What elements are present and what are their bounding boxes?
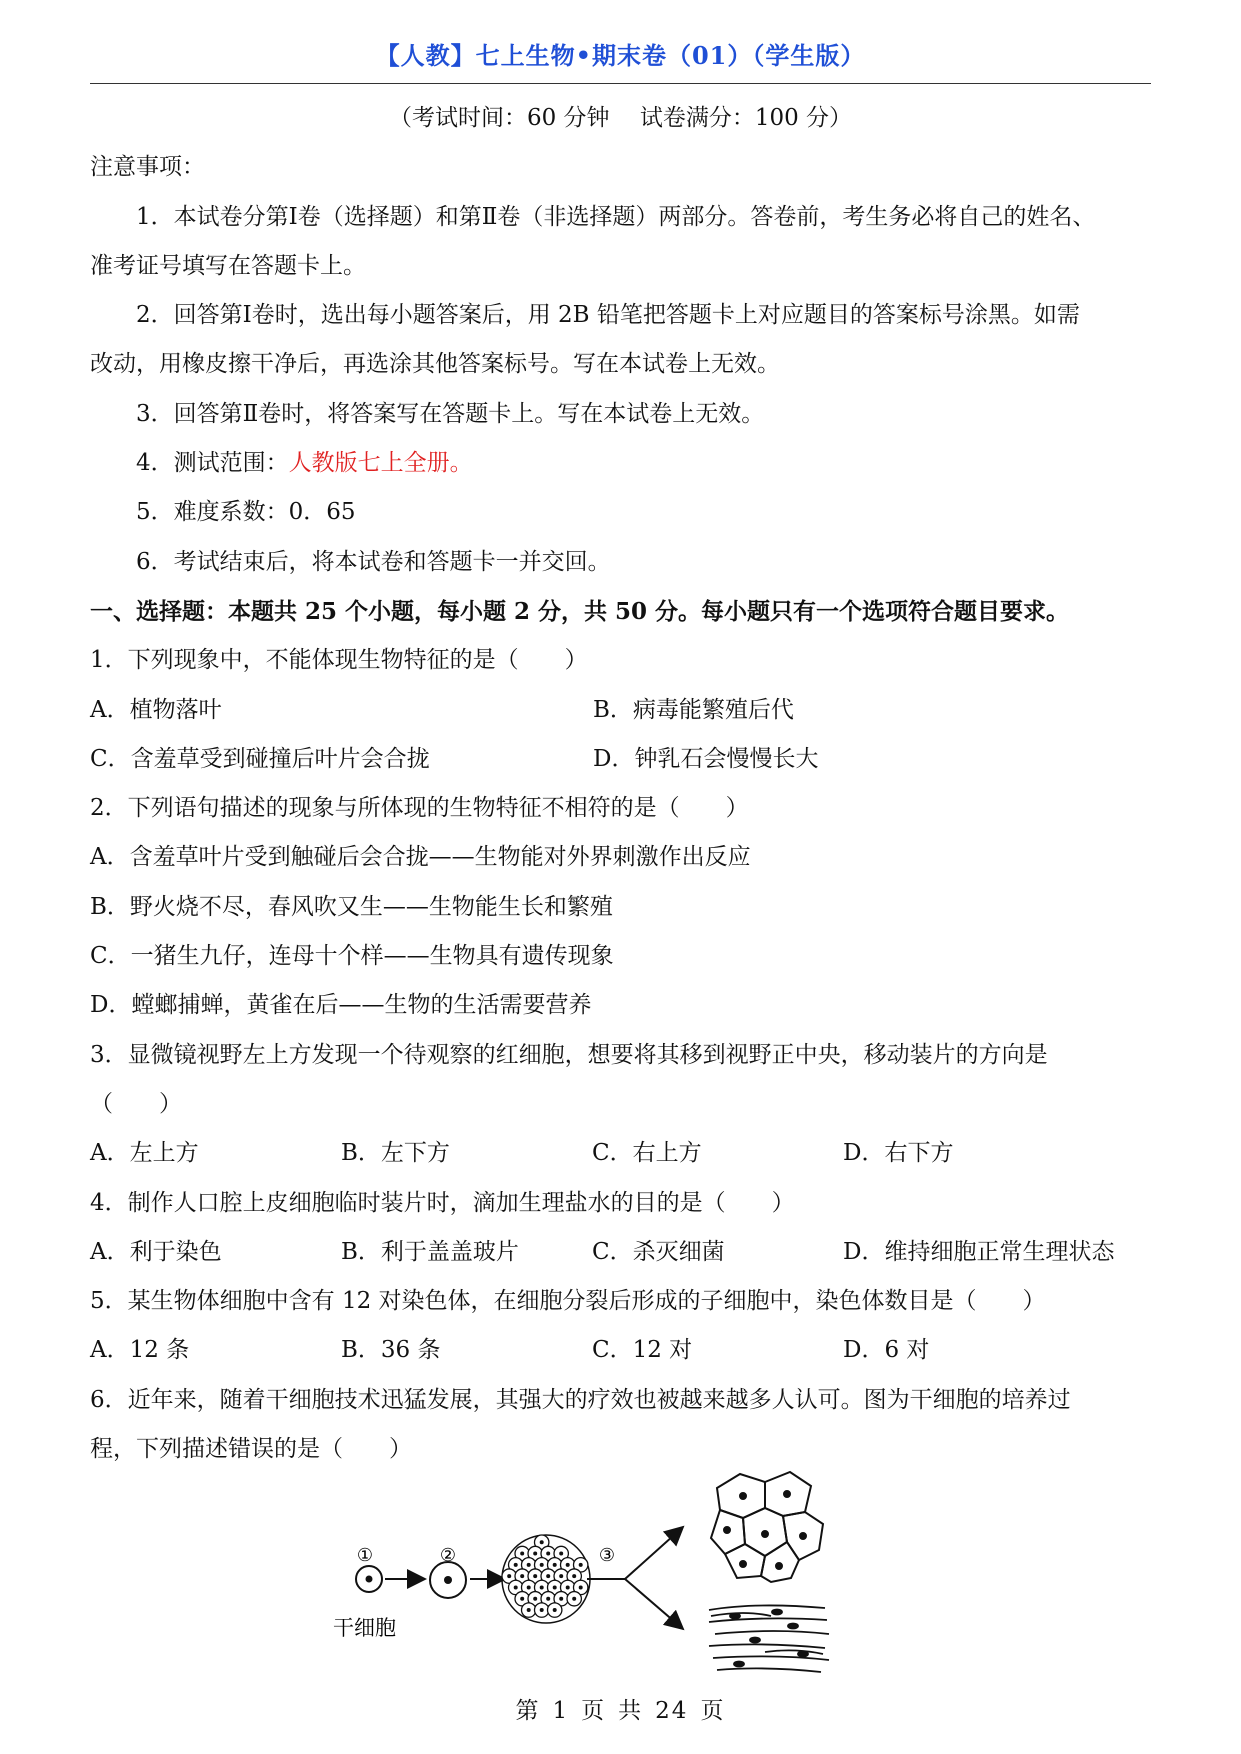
q1-option-d: D．钟乳石会慢慢长大 [593,745,819,772]
cluster-cell-nucleus [533,1552,537,1556]
notice-item-4 [90,439,1151,488]
cluster-cell-nucleus [540,1608,544,1612]
page-footer [0,1692,1241,1725]
notice-item-6: 6．考试结束后，将本试卷和答题卡一并交回。 [136,548,611,575]
cluster-cell-nucleus [514,1585,518,1589]
q1-stem: 1．下列现象中，不能体现生物特征的是（ ） [90,647,588,674]
cluster-cell-nucleus [514,1563,518,1567]
q2-option-b: B．野火烧不尽，春风吹又生——生物能生长和繁殖 [90,893,613,920]
cluster-cell-nucleus [520,1574,524,1578]
q1-option-b: B．病毒能繁殖后代 [593,696,794,723]
footer-page-number: 1 [552,1698,570,1724]
scope-label: 4．测试范围： [136,450,289,477]
footer-total-pages: 24 [655,1698,689,1724]
q3-options [90,1129,1151,1178]
cluster-cell-nucleus [553,1608,557,1612]
notice-item-1: 1．本试卷分第Ⅰ卷（选择题）和第Ⅱ卷（非选择题）两部分。答卷前，考生务必将自己的姓名、 [136,203,1096,230]
q3-stem-cont: （ ） [90,1090,182,1117]
cluster-cell-nucleus [533,1597,537,1601]
cluster-cell-nucleus [546,1552,550,1556]
cluster-cell-nucleus [546,1574,550,1578]
q3-stem: 3．显微镜视野左上方发现一个待观察的红细胞，想要将其移到视野正中央，移动装片的方向是 [90,1041,1048,1068]
q2-stem: 2．下列语句描述的现象与所体现的生物特征不相符的是（ ） [90,795,749,822]
header-rule [90,83,1151,84]
cluster-cell-nucleus [566,1563,570,1567]
q5-option-c: C．12 对 [592,1337,693,1364]
cluster-cell-nucleus [553,1563,557,1567]
notice-title: 注意事项： [90,154,205,181]
q1-option-a: A．植物落叶 [90,696,222,723]
q3-option-c: C．右上方 [592,1140,702,1167]
exam-info: （考试时间：60 分钟 试卷满分：100 分） [388,105,853,131]
cluster-cell-nucleus [527,1585,531,1589]
cluster-cell-nucleus [579,1585,583,1589]
stem-cell-label: 干细胞 [333,1617,396,1640]
notice-item-2-cont: 改动，用橡皮擦干净后，再选涂其他答案标号。写在本试卷上无效。 [90,351,780,378]
stem-cell-grown [430,1562,466,1598]
step-1-label: ① [356,1545,374,1566]
cluster-cell-nucleus [572,1574,576,1578]
cluster-cell-nucleus [546,1597,550,1601]
q4-option-a: A．利于染色 [90,1238,222,1265]
q5-options [90,1326,1151,1375]
q4-stem: 4．制作人口腔上皮细胞临时装片时，滴加生理盐水的目的是（ ） [90,1189,795,1216]
q3-option-b: B．左下方 [341,1140,450,1167]
section-title: 一、选择题：本题共 25 个小题，每小题 2 分，共 50 分。每小题只有一个选项符合题目要求。 [90,597,1070,625]
step-3-label: ③ [598,1545,616,1566]
cluster-cell-nucleus [520,1552,524,1556]
cluster-cell-nucleus [559,1552,563,1556]
cluster-cell-nucleus [566,1585,570,1589]
arrow-down [625,1579,683,1629]
cluster-cell-nucleus [540,1540,544,1544]
footer-gong: 共 [618,1698,644,1724]
q1-option-c: C．含羞草受到碰撞后叶片会合拢 [90,745,430,772]
cluster-cell-nucleus [540,1585,544,1589]
q3-option-a: A．左上方 [90,1140,199,1167]
notice-item-3: 3．回答第Ⅱ卷时，将答案写在答题卡上。写在本试卷上无效。 [136,400,765,427]
footer-ye2: 页 [700,1698,726,1724]
q4-option-b: B．利于盖盖玻片 [341,1238,519,1265]
stem-cell-diagram [325,1460,925,1692]
cluster-cell-nucleus [553,1585,557,1589]
header-title: 【人教】七上生物•期末卷（01）（学生版） [375,41,866,70]
cluster-cell-nucleus [520,1597,524,1601]
cluster-cell-nucleus [572,1597,576,1601]
notice-item-5: 5．难度系数：0．65 [136,499,356,526]
differentiated-epithelial-cells [711,1472,823,1582]
q5-option-d: D．6 对 [843,1337,930,1364]
q4-option-d: D．维持细胞正常生理状态 [843,1238,1115,1265]
q3-option-d: D．右下方 [843,1140,954,1167]
q4-options [90,1228,1151,1277]
cell-cluster [502,1535,590,1623]
q6-stem-cont: 程，下列描述错误的是（ ） [90,1436,412,1463]
q5-option-b: B．36 条 [341,1337,441,1364]
differentiated-elongated-cells [709,1605,829,1672]
q4-option-c: C．杀灭细菌 [592,1238,725,1265]
scope-value: 人教版七上全册。 [288,450,473,477]
stem-cell-single [356,1566,382,1592]
q2-option-a: A．含羞草叶片受到触碰后会合拢——生物能对外界刺激作出反应 [90,844,751,871]
notice-item-2: 2．回答第Ⅰ卷时，选出每小题答案后，用 2B 铅笔把答题卡上对应题目的答案标号涂黑。如需 [136,302,1080,329]
q1-options-row1 [90,686,1151,735]
arrow-up [625,1527,683,1579]
cluster-cell-nucleus [527,1563,531,1567]
q5-stem: 5．某生物体细胞中含有 12 对染色体，在细胞分裂后形成的子细胞中，染色体数目是（ ） [90,1288,1046,1315]
cluster-cell-nucleus [579,1563,583,1567]
footer-ye: 页 [581,1698,607,1724]
cluster-cell-nucleus [540,1563,544,1567]
cluster-cell-nucleus [533,1574,537,1578]
q1-options-row2 [90,735,1151,784]
footer-di: 第 [515,1698,541,1724]
cluster-cell-nucleus [559,1574,563,1578]
q2-option-d: D．螳螂捕蝉，黄雀在后——生物的生活需要营养 [90,992,592,1019]
exam-content [90,94,1151,1474]
q2-option-c: C．一猪生九仔，连母十个样——生物具有遗传现象 [90,943,614,970]
cluster-cell-nucleus [559,1597,563,1601]
notice-item-1-cont: 准考证号填写在答题卡上。 [90,252,366,279]
q6-stem: 6．近年来，随着干细胞技术迅猛发展，其强大的疗效也被越来越多人认可。图为干细胞的培养过 [90,1386,1071,1413]
step-2-label: ② [439,1545,457,1566]
q5-option-a: A．12 条 [90,1337,190,1364]
cluster-cell-nucleus [507,1574,511,1578]
cluster-cell-nucleus [527,1608,531,1612]
